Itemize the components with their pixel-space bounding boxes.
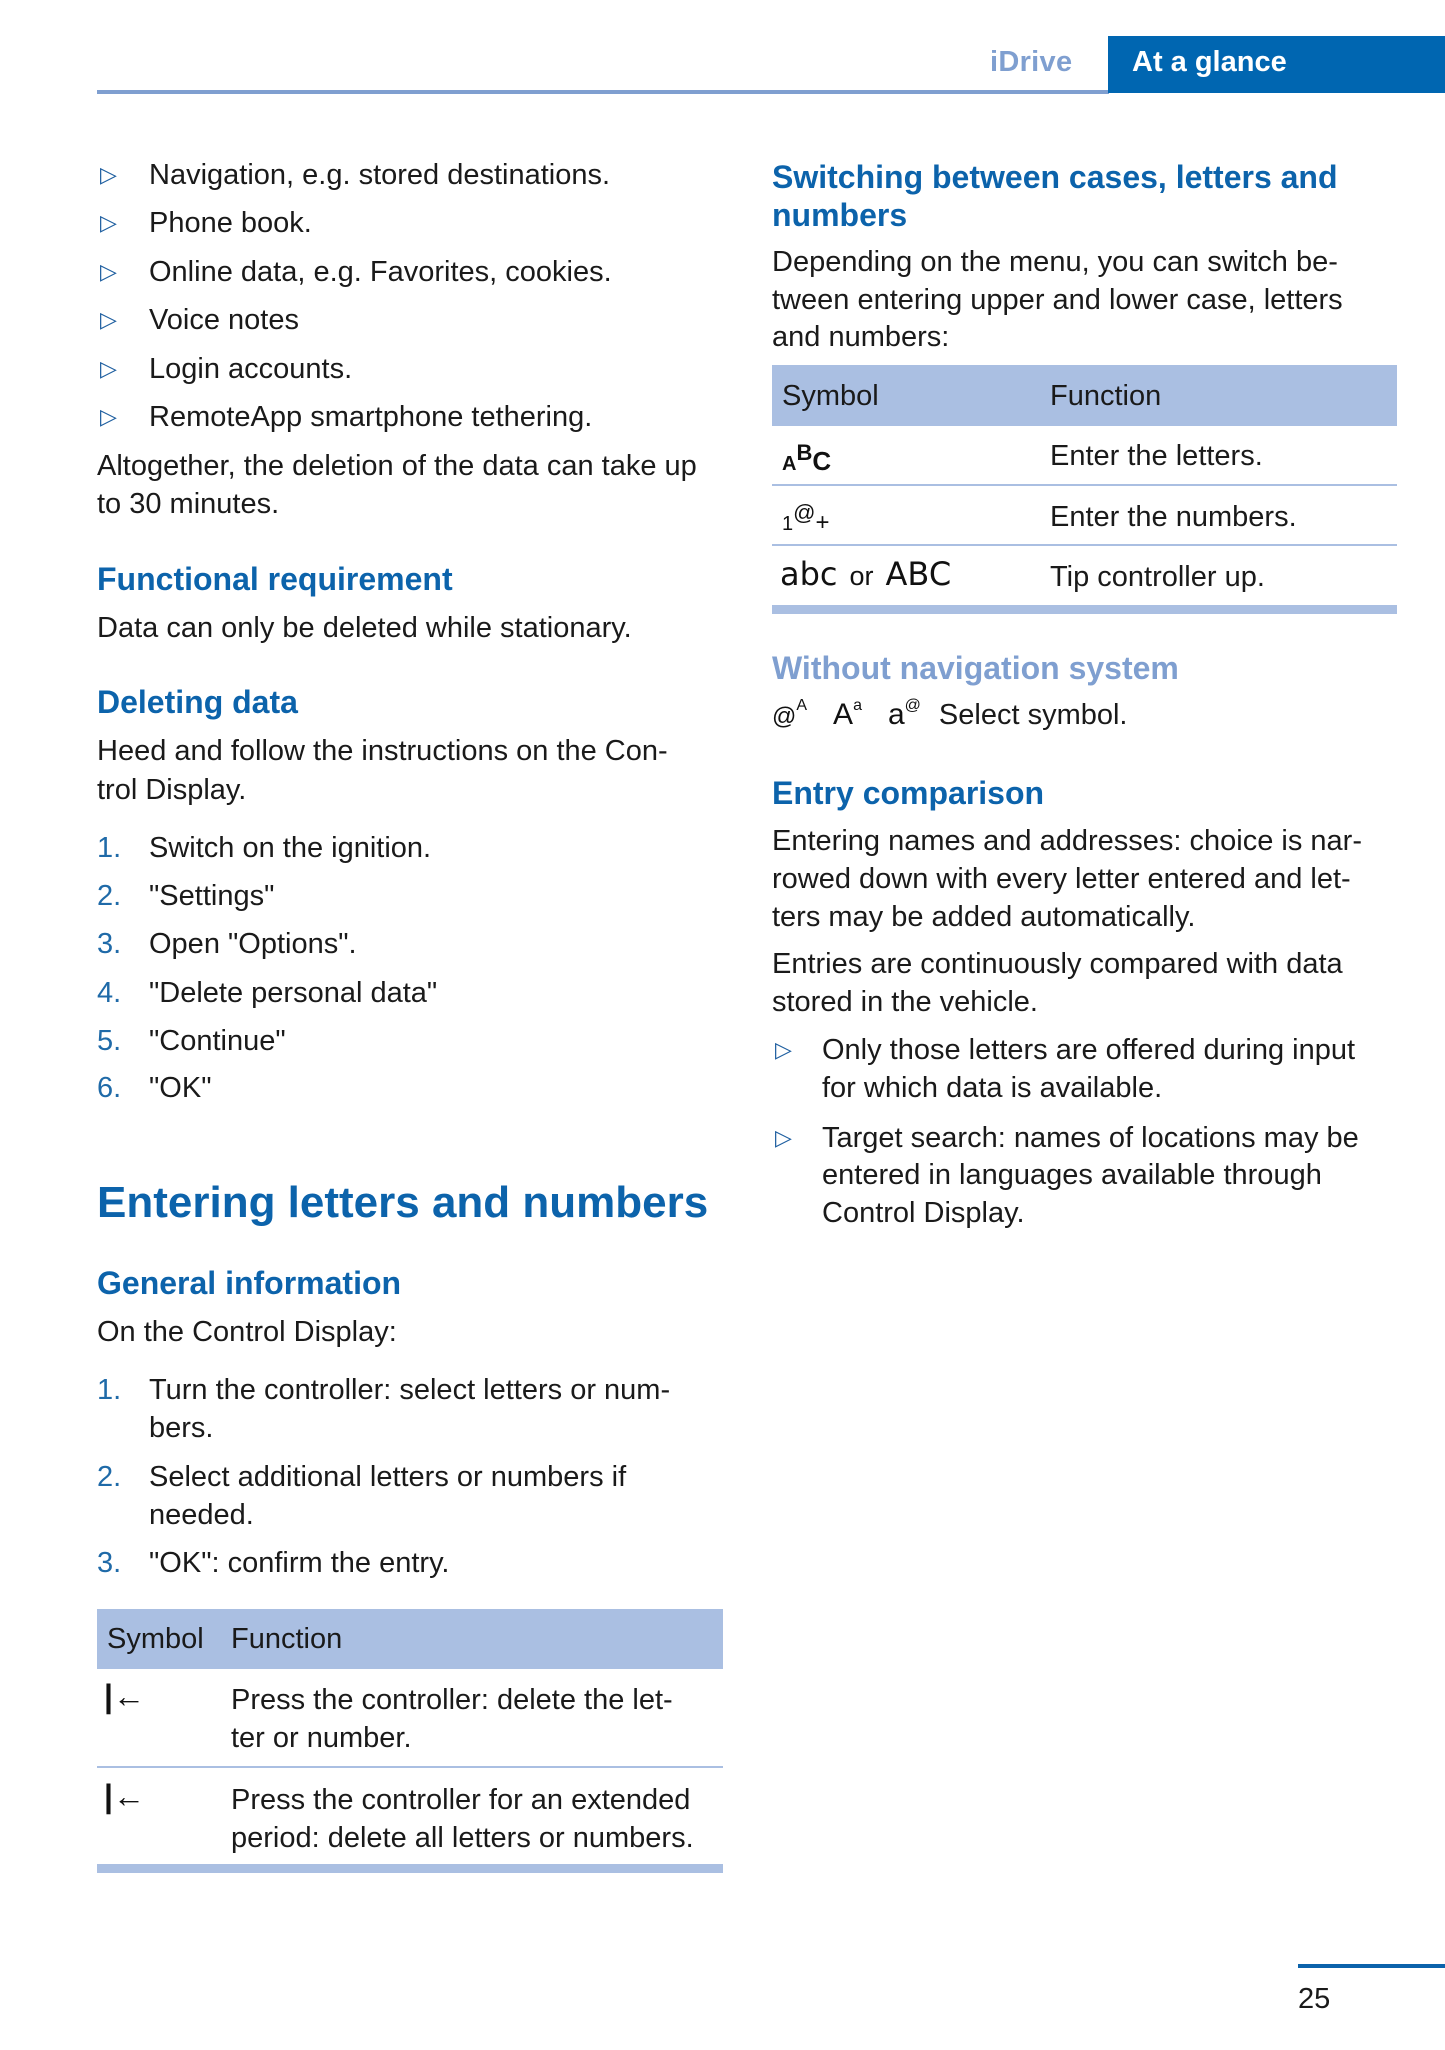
table-row-divider bbox=[97, 1766, 723, 1768]
select-symbol-text: Select symbol. bbox=[938, 699, 1128, 731]
step-text: "OK": confirm the entry. bbox=[149, 1547, 450, 1579]
entry-comparison-text: rowed down with every letter entered and let- bbox=[772, 863, 1351, 895]
deletion-note-line: to 30 minutes. bbox=[97, 488, 280, 520]
at-symbol-icon bbox=[772, 697, 807, 731]
step-number: 3. bbox=[97, 1547, 122, 1579]
step-number: 3. bbox=[97, 928, 122, 960]
switching-heading: numbers bbox=[772, 197, 908, 233]
deleting-data-text: Heed and follow the instructions on the Con- bbox=[97, 735, 668, 767]
delete-arrow-icon: |← bbox=[104, 1678, 145, 1714]
triangle-bullet-icon: ▷ bbox=[100, 162, 117, 187]
table-bottom-bar bbox=[97, 1864, 723, 1873]
switching-text: and numbers: bbox=[772, 321, 950, 353]
function-text: Enter the numbers. bbox=[1050, 501, 1297, 533]
list-item: entered in languages available through bbox=[822, 1159, 1322, 1191]
step-text: needed. bbox=[149, 1499, 254, 1531]
step-number: 1. bbox=[97, 1374, 122, 1406]
at-symbol-base: @ bbox=[772, 703, 797, 730]
or-label: or bbox=[849, 561, 874, 591]
uppercase-symbol-sup: a bbox=[853, 697, 862, 714]
letters-mode-icon-b: B bbox=[796, 440, 813, 465]
general-information-heading: General information bbox=[97, 1265, 402, 1301]
lowercase-symbol-sup: @ bbox=[904, 697, 921, 714]
entry-comparison-text: ters may be added automatically. bbox=[772, 901, 1196, 933]
step-number: 6. bbox=[97, 1072, 122, 1104]
triangle-bullet-icon: ▷ bbox=[775, 1125, 792, 1150]
function-text: Press the controller for an extended bbox=[231, 1784, 691, 1816]
function-text: period: delete all letters or numbers. bbox=[231, 1822, 694, 1854]
list-item: for which data is available. bbox=[822, 1072, 1163, 1104]
numbers-mode-icon bbox=[782, 500, 829, 537]
column-header-function: Function bbox=[1050, 380, 1162, 412]
table-bottom-bar bbox=[772, 605, 1397, 614]
numbers-mode-icon-at: @ bbox=[793, 500, 816, 525]
switching-text: tween entering upper and lower case, letters bbox=[772, 284, 1343, 316]
step-number: 2. bbox=[97, 1461, 122, 1493]
list-item: Navigation, e.g. stored destinations. bbox=[149, 159, 611, 191]
list-item: Only those letters are offered during input bbox=[822, 1034, 1356, 1066]
table-row-divider bbox=[772, 544, 1397, 546]
step-text: Select additional letters or numbers if bbox=[149, 1461, 627, 1493]
lowercase-symbol-base: a bbox=[887, 698, 905, 731]
function-text: Tip controller up. bbox=[1050, 561, 1265, 593]
triangle-bullet-icon: ▷ bbox=[100, 210, 117, 235]
case-toggle-icon bbox=[780, 555, 951, 593]
function-text: Press the controller: delete the let- bbox=[231, 1684, 673, 1716]
page-number: 25 bbox=[1298, 1983, 1331, 2015]
entering-letters-heading: Entering letters and numbers bbox=[97, 1178, 709, 1227]
list-item: Target search: names of locations may be bbox=[822, 1122, 1359, 1154]
function-text: ter or number. bbox=[231, 1722, 412, 1754]
header-rule bbox=[97, 90, 1109, 94]
column-header-symbol: Symbol bbox=[782, 380, 879, 412]
step-number: 5. bbox=[97, 1025, 122, 1057]
list-item: Online data, e.g. Favorites, cookies. bbox=[149, 256, 612, 288]
triangle-bullet-icon: ▷ bbox=[775, 1037, 792, 1062]
function-text: Enter the letters. bbox=[1050, 440, 1263, 472]
functional-requirement-text: Data can only be deleted while stationary. bbox=[97, 612, 632, 644]
step-text: Turn the controller: select letters or num- bbox=[149, 1374, 671, 1406]
triangle-bullet-icon: ▷ bbox=[100, 404, 117, 429]
step-number: 2. bbox=[97, 880, 122, 912]
list-item: Phone book. bbox=[149, 207, 312, 239]
letters-mode-icon-c: C bbox=[812, 446, 832, 476]
deleting-data-text: trol Display. bbox=[97, 774, 247, 806]
uppercase-symbol-icon bbox=[833, 697, 862, 732]
chapter-tab bbox=[1108, 36, 1445, 93]
table-header bbox=[97, 1609, 723, 1669]
triangle-bullet-icon: ▷ bbox=[100, 259, 117, 284]
column-header-symbol: Symbol bbox=[107, 1623, 204, 1655]
uppercase-symbol-base: A bbox=[833, 698, 854, 731]
lowercase-icon: abc bbox=[780, 555, 838, 593]
step-text: "Continue" bbox=[149, 1025, 286, 1057]
numbers-mode-icon-1: 1 bbox=[782, 513, 794, 535]
list-item: Voice notes bbox=[149, 304, 299, 336]
step-text: "Settings" bbox=[149, 880, 275, 912]
entry-comparison-text: Entries are continuously compared with data bbox=[772, 948, 1343, 980]
step-text: Switch on the ignition. bbox=[149, 832, 432, 864]
chapter-tab-label: At a glance bbox=[1132, 46, 1287, 78]
uppercase-icon: ABC bbox=[885, 555, 952, 593]
entry-comparison-text: Entering names and addresses: choice is nar- bbox=[772, 825, 1362, 857]
switching-text: Depending on the menu, you can switch be- bbox=[772, 246, 1338, 278]
symbol-selection-row bbox=[772, 696, 1127, 734]
step-text: "Delete personal data" bbox=[149, 977, 438, 1009]
numbers-mode-icon-plus: + bbox=[815, 509, 830, 536]
general-information-intro: On the Control Display: bbox=[97, 1316, 397, 1348]
functional-requirement-heading: Functional requirement bbox=[97, 561, 453, 597]
without-navigation-heading: Without navigation system bbox=[772, 650, 1179, 686]
section-title: iDrive bbox=[990, 46, 1073, 78]
deletion-note-line: Altogether, the deletion of the data can take up bbox=[97, 450, 697, 482]
table-header bbox=[772, 365, 1397, 426]
letters-mode-icon bbox=[782, 440, 831, 477]
step-text: Open "Options". bbox=[149, 928, 357, 960]
at-symbol-sup: A bbox=[796, 697, 808, 714]
triangle-bullet-icon: ▷ bbox=[100, 307, 117, 332]
step-number: 4. bbox=[97, 977, 122, 1009]
lowercase-symbol-icon bbox=[888, 697, 921, 732]
footer-rule bbox=[1298, 1964, 1445, 1968]
switching-heading: Switching between cases, letters and bbox=[772, 159, 1338, 195]
step-number: 1. bbox=[97, 832, 122, 864]
list-item: Login accounts. bbox=[149, 353, 353, 385]
list-item: Control Display. bbox=[822, 1197, 1025, 1229]
entry-comparison-text: stored in the vehicle. bbox=[772, 986, 1038, 1018]
deleting-data-heading: Deleting data bbox=[97, 684, 298, 720]
table-row-divider bbox=[772, 484, 1397, 486]
delete-arrow-icon: |← bbox=[104, 1778, 145, 1814]
triangle-bullet-icon: ▷ bbox=[100, 356, 117, 381]
list-item: RemoteApp smartphone tethering. bbox=[149, 401, 593, 433]
column-header-function: Function bbox=[231, 1623, 343, 1655]
entry-comparison-heading: Entry comparison bbox=[772, 775, 1045, 811]
step-text: "OK" bbox=[149, 1072, 212, 1104]
step-text: bers. bbox=[149, 1412, 214, 1444]
letters-mode-icon-a: A bbox=[782, 453, 797, 475]
